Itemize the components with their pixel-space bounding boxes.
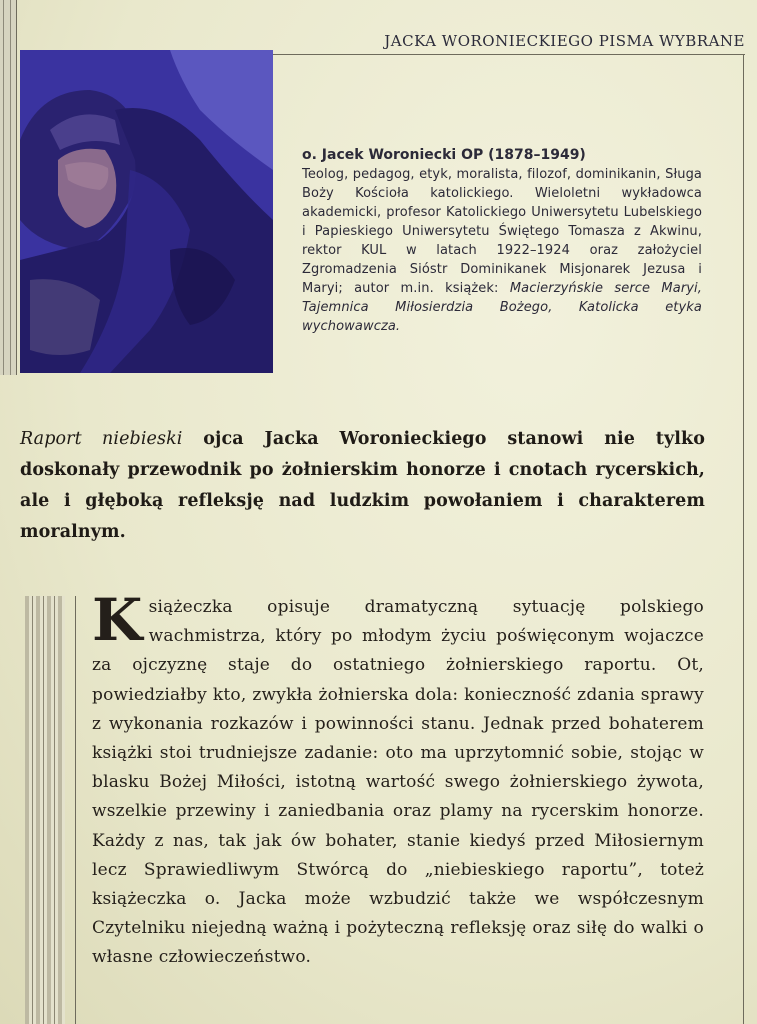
author-bio xyxy=(302,147,702,336)
description-text: siążeczka opisuje dramatyczną sytuację polskiego wachmistrza, który po młodym życiu poświęconym wojaczce za ojczyznę staje do ostatniego żołnierskiego raportu. Ot, powiedziałby kto, zwykła żołnierska dola: konieczność zdania sprawy z wykonania rozkazów i powinności stanu. Jednak przed bohaterem książki stoi trudniejsze zadanie: oto ma uprzytomnić sobie, stojąc w blasku Bożej Miłości, istotną wartość swego żołnierskiego żywota, wszelkie przewiny i zaniedbania oraz plamy na rycerskim honorze. Każdy z nas, tak jak ów bohater, stanie kiedyś przed Miłosiernym lecz Sprawiedliwym Stwórcą do „niebieskiego raportu”, toteż książeczka o. Jacka może wzbudzić także we współczesnym Czytelniku niejedną ważną i pożyteczną refleksję oraz siłę do walki o własne człowieczeństwo. xyxy=(92,597,704,968)
left-decorative-bars xyxy=(0,0,16,375)
right-rule xyxy=(743,54,744,1024)
author-name: o. Jacek Woroniecki OP (1878–1949) xyxy=(302,147,586,163)
description-paragraph xyxy=(92,586,704,973)
quote-divider-line xyxy=(75,596,76,1024)
author-description xyxy=(302,165,702,336)
bio-books: Macierzyńskie serce Maryi, Tajemnica Miłosierdzia Bożego, Katolicka etyka wychowawcza. xyxy=(302,281,702,334)
book-title: Raport niebieski xyxy=(20,429,183,449)
drop-cap: K xyxy=(92,586,143,654)
intro-paragraph xyxy=(20,424,705,548)
left-frame-line xyxy=(16,0,17,375)
quote-decorative-bars xyxy=(25,596,65,1024)
intro-text: ojca Jacka Woronieckiego stanowi nie tylko doskonały przewodnik po żołnierskim honorze i cnotach rycerskich, ale i głęboką refleksję nad ludzkim powołaniem i charakterem moralnym. xyxy=(20,429,705,542)
series-title: JACKA WORONIECKIEGO PISMA WYBRANE xyxy=(384,32,745,50)
author-portrait xyxy=(20,50,273,373)
bio-text: Teolog, pedagog, etyk, moralista, filozof, dominikanin, Sługa Boży Kościoła katolickiego. Wieloletni wykładowca akademicki, profesor Katolickiego Uniwersytetu Lubelskiego i Papieskiego Uniwersytetu Świętego Tomasza z Akwinu, rektor KUL w latach 1922–1924 oraz założyciel Zgromadzenia Sióstr Dominikanek Misjonarek Jezusa i Maryi; autor m.in. książek: xyxy=(302,167,702,296)
